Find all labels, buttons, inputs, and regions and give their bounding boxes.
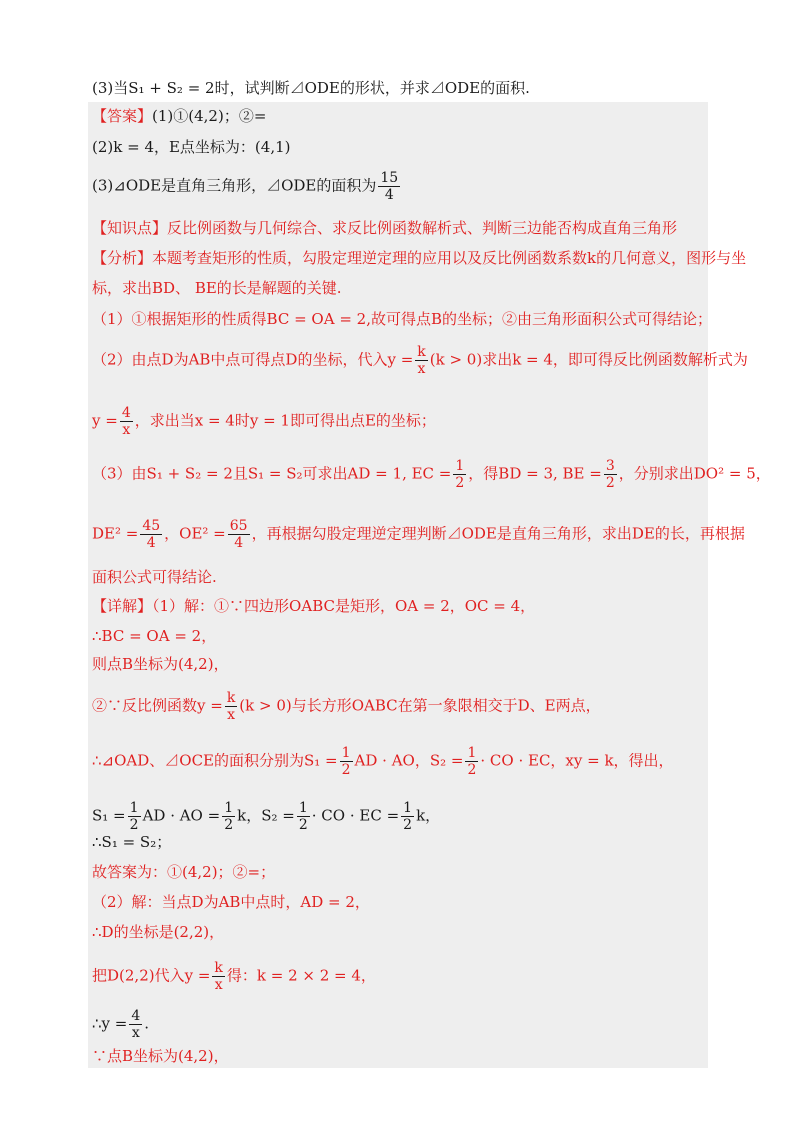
analysis-point3-text-tail: ，再根据勾股定理逆定理判断⊿ODE是直角三角形，求出DE的长，再根据 <box>251 524 745 543</box>
fraction-numerator: k <box>226 690 236 706</box>
detail-line6 <box>92 800 440 833</box>
fraction-denominator: x <box>122 422 131 438</box>
detail-line6-text: k，S₂ = <box>237 806 295 825</box>
detail-line5 <box>92 745 674 778</box>
detail-tag: 【详解】 <box>92 597 153 615</box>
fraction-4-over-x <box>120 405 133 438</box>
detail-line12-text-end: . <box>144 1014 150 1033</box>
fraction-denominator: x <box>417 361 426 377</box>
analysis-formula-text-end: ，求出当x = 4时y = 1即可得出点E的坐标； <box>134 411 436 430</box>
detail-line11 <box>92 960 376 993</box>
fraction-half <box>222 800 235 833</box>
answer-tag: 【答案】 <box>92 107 153 125</box>
detail-line5-text-end: · CO · EC，xy = k，得出， <box>480 751 674 770</box>
fraction-denominator: 2 <box>341 762 351 778</box>
answer-part3-text: (3)⊿ODE是直角三角形，⊿ODE的面积为 <box>92 176 377 195</box>
fraction-numerator: 3 <box>605 458 615 474</box>
detail-line2: ∴BC = OA = 2， <box>92 627 217 645</box>
fraction-numerator: 1 <box>403 800 413 816</box>
analysis-formula-text: y = <box>92 411 118 430</box>
fraction-oe <box>228 518 250 551</box>
fraction-denominator: x <box>227 707 235 723</box>
fraction-numerator: k <box>214 960 223 976</box>
fraction-half <box>465 745 478 778</box>
analysis-line2: 标，求出BD、 BE的长是解题的关键. <box>92 279 342 297</box>
detail-line4-text-end: (k > 0)与长方形OABC在第一象限相交于D、E两点， <box>239 696 601 715</box>
fraction-denominator: 4 <box>234 535 244 551</box>
fraction-numerator: 45 <box>142 518 161 534</box>
fraction-de <box>140 518 162 551</box>
detail-line6-text: k， <box>416 806 441 825</box>
knowledge-text: 反比例函数与几何综合、求反比例函数解析式、判断三边能否构成直角三角形 <box>167 219 678 237</box>
fraction-denominator: 2 <box>605 475 615 491</box>
fraction-denominator: 2 <box>467 762 477 778</box>
analysis-point3-text-end: ，分别求出DO² = 5， <box>618 464 771 483</box>
fraction-numerator: 4 <box>121 405 131 421</box>
detail-line6-text: S₁ = <box>92 806 126 825</box>
fraction-numerator: 1 <box>129 800 139 816</box>
knowledge-tag: 【知识点】 <box>92 219 168 237</box>
fraction-ec <box>453 458 466 491</box>
answer-area-fraction <box>378 170 400 203</box>
question-part3: (3)当S₁ + S₂ = 2时，试判断⊿ODE的形状，并求⊿ODE的面积. <box>92 79 530 97</box>
analysis-point2-text-end: (k > 0)求出k = 4，即可得反比例函数解析式为 <box>429 350 748 369</box>
fraction-denominator: x <box>131 1025 140 1041</box>
fraction-denominator: 2 <box>403 817 413 833</box>
analysis-point2-cont <box>92 405 436 438</box>
fraction-denominator: 2 <box>455 475 465 491</box>
detail-line4-text: ②∵反比例函数y = <box>92 696 223 715</box>
detail-line11-text-end: 得：k = 2 × 2 = 4， <box>226 966 376 985</box>
fraction-numerator: 1 <box>298 800 308 816</box>
answer-part2: (2)k = 4，E点坐标为：(4,1) <box>92 138 291 156</box>
analysis-oe-text: ，OE² = <box>164 524 226 543</box>
analysis-text: 本题考查矩形的性质，勾股定理逆定理的应用以及反比例函数系数k的几何意义，图形与坐 <box>152 249 747 267</box>
detail-line7: ∴S₁ = S₂； <box>92 833 172 851</box>
fraction-numerator: 1 <box>455 458 465 474</box>
analysis-point3-text-mid: ，得BD = 3, BE = <box>468 464 602 483</box>
fraction-numerator: 1 <box>224 800 234 816</box>
analysis-point2-text: （2）由点D为AB中点可得点D的坐标，代入y = <box>92 350 414 369</box>
answer-part3 <box>92 170 402 203</box>
detail-line5-text-mid: AD · AO，S₂ = <box>354 751 464 770</box>
detail-line6-text: AD · AO = <box>142 806 221 825</box>
fraction-denominator: 2 <box>298 817 308 833</box>
fraction-denominator: 2 <box>224 817 234 833</box>
fraction-denominator: x <box>214 977 223 993</box>
analysis-point1: （1）①根据矩形的性质得BC = OA = 2,故可得点B的坐标；②由三角形面积公式可得结论； <box>92 310 712 328</box>
fraction-k-over-x <box>212 960 224 993</box>
analysis-point3-cont <box>92 518 745 551</box>
fraction-numerator: 1 <box>467 745 477 761</box>
detail-line3: 则点B坐标为(4,2)， <box>92 655 229 673</box>
analysis-point3 <box>92 458 771 491</box>
fraction-numerator: k <box>417 344 426 360</box>
fraction-half <box>128 800 141 833</box>
fraction-numerator: 15 <box>380 170 399 186</box>
fraction-denominator: 4 <box>384 187 394 203</box>
answer-line1 <box>92 106 266 126</box>
detail-line4 <box>92 690 601 723</box>
detail-line13: ∵点B坐标为(4,2)， <box>92 1047 229 1065</box>
fraction-4-over-x <box>129 1008 142 1041</box>
knowledge-line <box>92 218 677 238</box>
analysis-de-text: DE² = <box>92 524 139 543</box>
analysis-line1 <box>92 248 746 268</box>
detail-line5-text: ∴⊿OAD、⊿OCE的面积分别为S₁ = <box>92 751 338 770</box>
fraction-numerator: 1 <box>341 745 351 761</box>
fraction-k-over-x <box>415 344 427 377</box>
fraction-be <box>604 458 617 491</box>
detail-text: （1）解：①∵四边形OABC是矩形，OA = 2，OC = 4， <box>152 597 536 615</box>
analysis-point3-end: 面积公式可得结论. <box>92 568 217 586</box>
detail-line11-text: 把D(2,2)代入y = <box>92 966 211 985</box>
answer-part1: (1)①(4,2)；②= <box>152 107 267 125</box>
analysis-point2 <box>92 344 748 377</box>
detail-line9: （2）解：当点D为AB中点时，AD = 2， <box>92 893 370 911</box>
detail-line1 <box>92 596 535 616</box>
detail-line12-text: ∴y = <box>92 1014 128 1033</box>
fraction-half <box>340 745 353 778</box>
fraction-denominator: 4 <box>146 535 156 551</box>
analysis-tag: 【分析】 <box>92 249 153 267</box>
fraction-half <box>297 800 310 833</box>
detail-line8: 故答案为：①(4,2)；②=； <box>92 863 276 881</box>
detail-line6-text: · CO · EC = <box>311 806 400 825</box>
detail-line10: ∴D的坐标是(2,2)， <box>92 923 225 941</box>
analysis-point3-text: （3）由S₁ + S₂ = 2且S₁ = S₂可求出AD = 1, EC = <box>92 464 452 483</box>
fraction-numerator: 4 <box>131 1008 141 1024</box>
fraction-denominator: 2 <box>129 817 139 833</box>
fraction-numerator: 65 <box>229 518 248 534</box>
fraction-half <box>401 800 414 833</box>
detail-line12 <box>92 1008 149 1041</box>
fraction-k-over-x <box>225 690 237 723</box>
